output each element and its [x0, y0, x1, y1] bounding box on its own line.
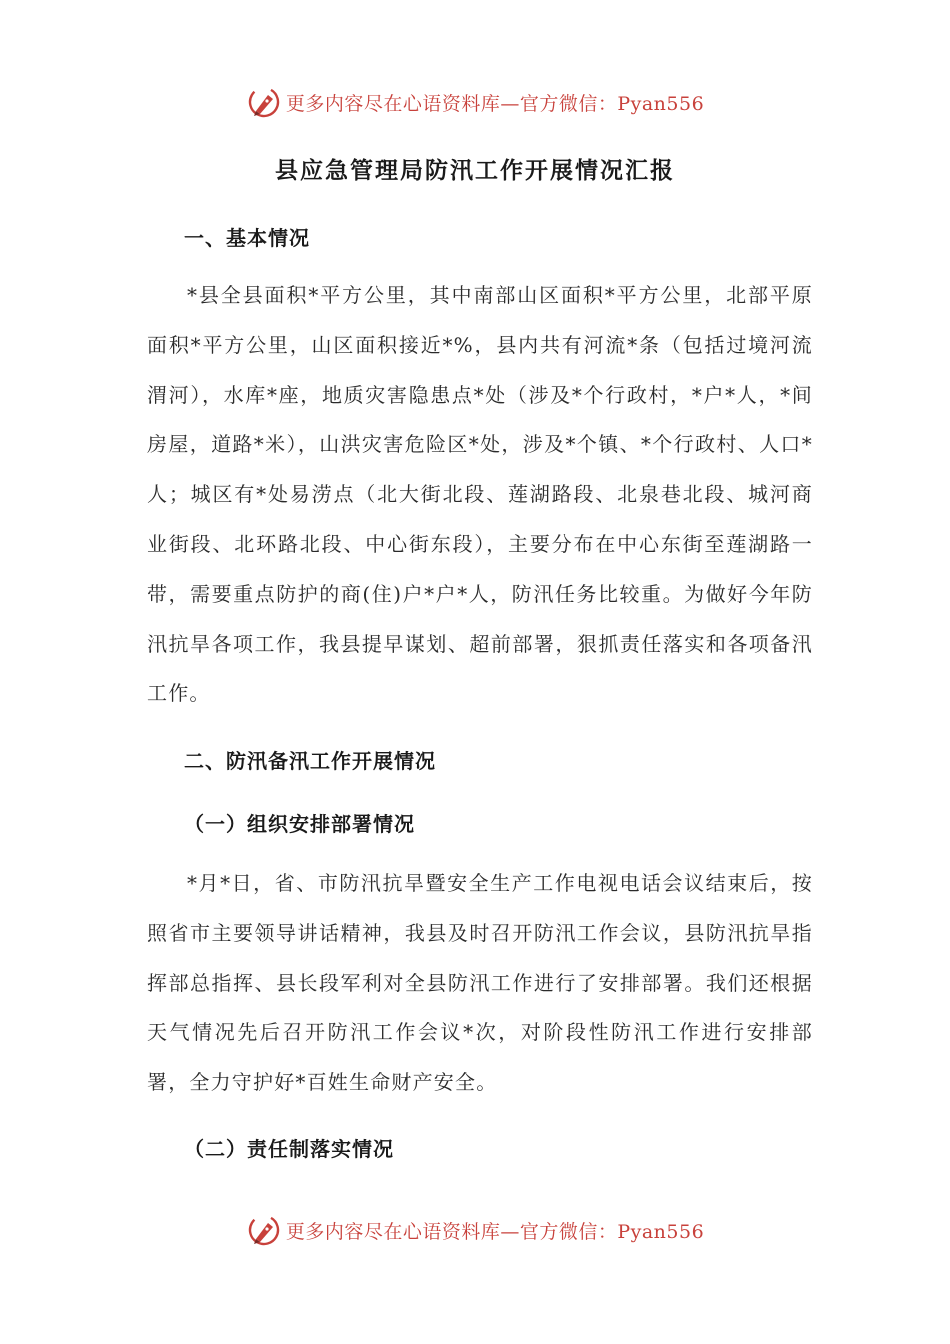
subsection-heading-responsibility: （二）责任制落实情况: [184, 1137, 394, 1161]
pen-nib-logo-icon: [246, 84, 282, 120]
section-heading-flood-prep: 二、防汛备汛工作开展情况: [184, 749, 436, 773]
section-heading-basic: 一、基本情况: [184, 226, 310, 250]
header-banner: [0, 82, 950, 122]
subsection-heading-organization: （一）组织安排部署情况: [184, 812, 415, 836]
footer-banner: [0, 1210, 950, 1250]
subsection-paragraph-organization: *月*日，省、市防汛抗旱暨安全生产工作电视电话会议结束后，按照省市主要领导讲话精神，我县及时召开防汛工作会议，县防汛抗旱指挥部总指挥、县长段军利对全县防汛工作进行了安排部署。我们还根据天气情况先后召开防汛工作会议*次，对阶段性防汛工作进行安排部署，全力守护好*百姓生命财产安全。: [147, 871, 813, 1095]
banner-text: 更多内容尽在心语资料库—官方微信：Pyan556: [285, 1220, 705, 1243]
banner-text: 更多内容尽在心语资料库—官方微信：Pyan556: [285, 92, 705, 115]
section-paragraph-basic: *县全县面积*平方公里，其中南部山区面积*平方公里，北部平原面积*平方公里，山区面积接近*%，县内共有河流*条（包括过境河流渭河），水库*座，地质灾害隐患点*处（涉及*个行政村，*户*人，*间房屋，道路*米），山洪灾害危险区*处，涉及*个镇、*个行政村、人口*人；城区有*处易涝点（北大街北段、莲湖路段、北泉巷北段、城河商业街段、北环路北段、中心街东段），主要分布在中心东街至莲湖路一带，需要重点防护的商(住)户*户*人，防汛任务比较重。为做好今年防汛抗旱各项工作，我县提早谋划、超前部署，狠抓责任落实和各项备汛工作。: [147, 283, 813, 706]
document-title: 县应急管理局防汛工作开展情况汇报: [275, 157, 675, 184]
pen-nib-logo-icon: [246, 1212, 282, 1248]
